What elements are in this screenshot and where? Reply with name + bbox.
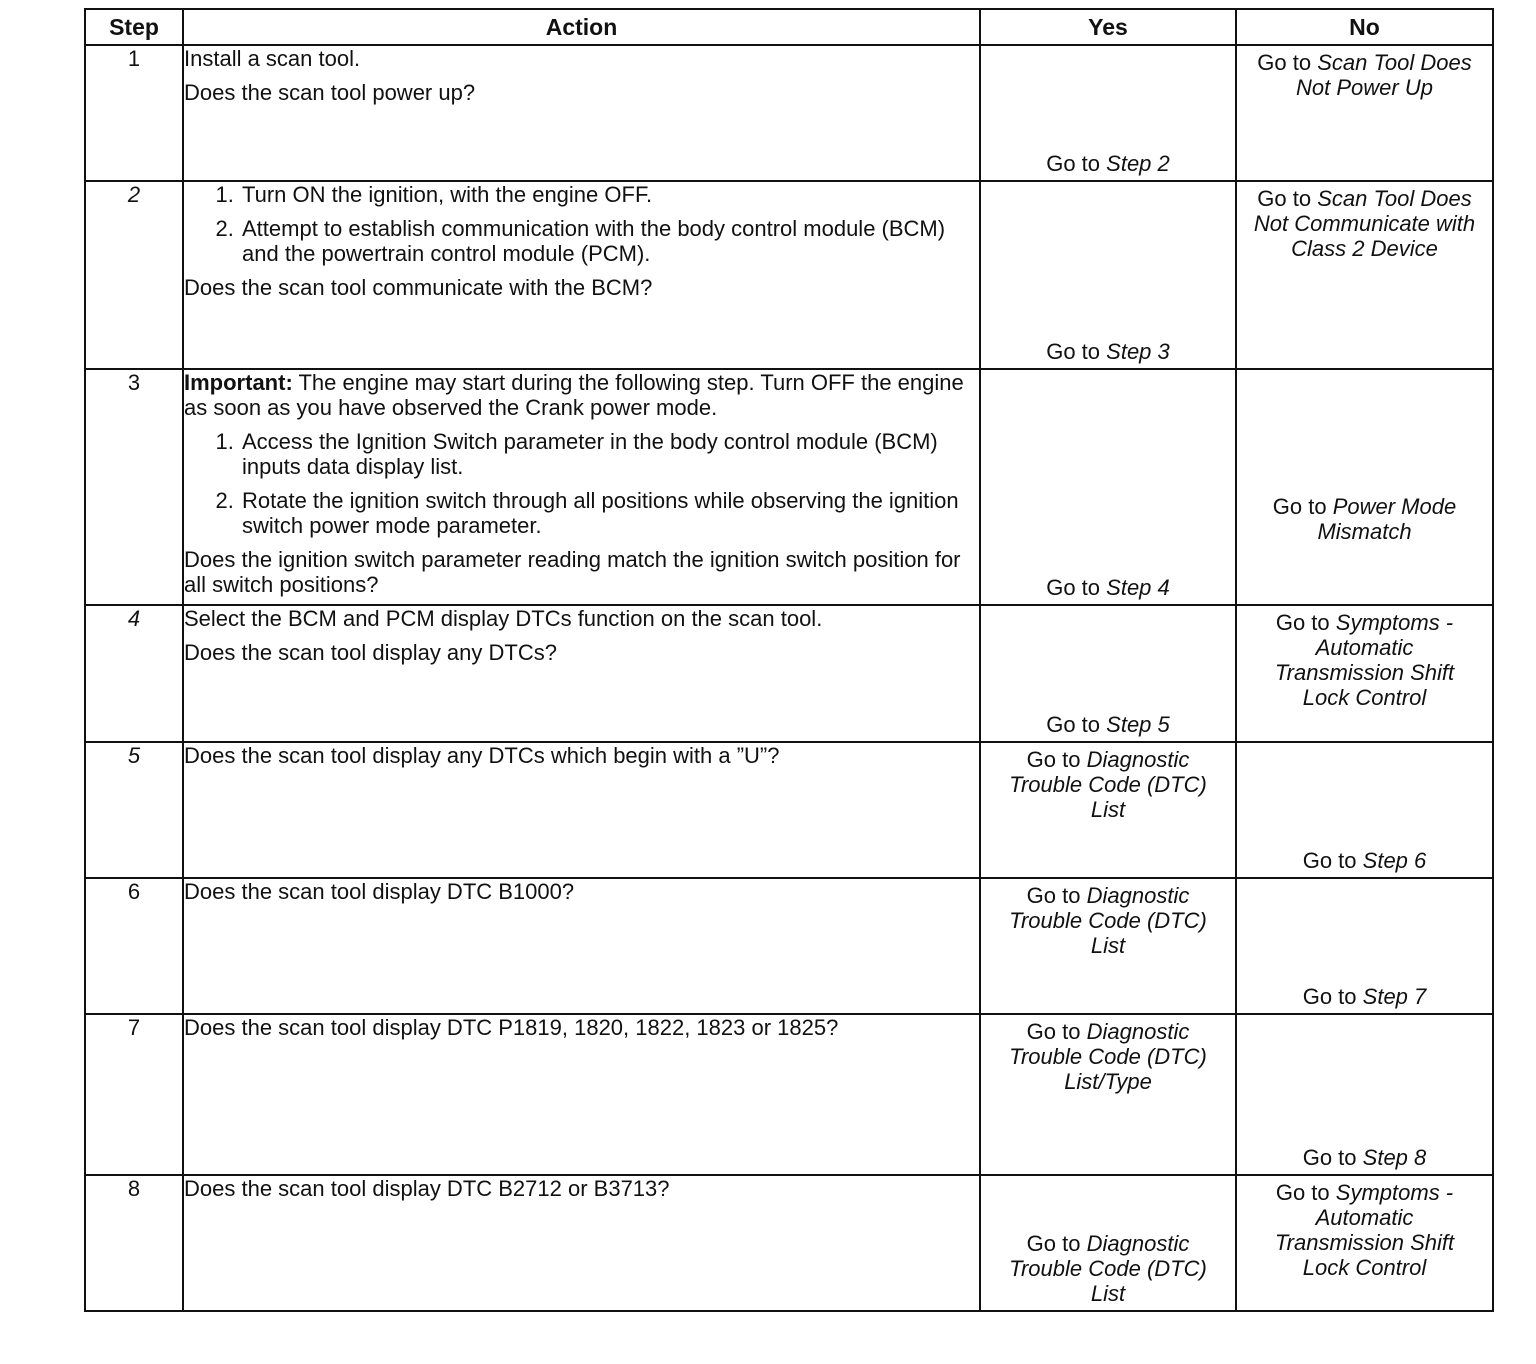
action-cell xyxy=(183,742,980,878)
no-cell xyxy=(1236,742,1493,878)
no-cell xyxy=(1236,369,1493,605)
table-row xyxy=(85,1014,1493,1175)
action-question: Does the scan tool display DTC P1819, 1820, 1822, 1823 or 1825? xyxy=(184,1015,839,1040)
header-no: No xyxy=(1236,9,1493,45)
list-item: 1. Turn ON the ignition, with the engine OFF. xyxy=(240,182,979,207)
step-number: 4 xyxy=(85,605,183,742)
yes-cell xyxy=(980,369,1236,605)
yes-cell xyxy=(980,181,1236,369)
action-cell xyxy=(183,1175,980,1311)
header-yes: Yes xyxy=(980,9,1236,45)
list-item: 1. Access the Ignition Switch parameter in the body control module (BCM) inputs data display list. xyxy=(240,429,979,479)
no-link[interactable]: Go to Symptoms - Automatic Transmission Shift Lock Control xyxy=(1274,1180,1455,1280)
action-text: Install a scan tool. xyxy=(184,46,361,71)
step-number: 2 xyxy=(85,181,183,369)
header-row xyxy=(85,9,1493,45)
yes-cell xyxy=(980,742,1236,878)
step-number: 5 xyxy=(85,742,183,878)
no-cell xyxy=(1236,1175,1493,1311)
important-text: The engine may start during the following step. Turn OFF the engine as soon as you have observed the Crank power mode. xyxy=(184,370,964,420)
action-question: Does the scan tool display any DTCs which begin with a ”U”? xyxy=(184,743,780,768)
list-item: 2. Rotate the ignition switch through all positions while observing the ignition switch power mode parameter. xyxy=(240,488,979,538)
action-question: Does the ignition switch parameter reading match the ignition switch position for all switch positions? xyxy=(184,547,961,597)
yes-cell xyxy=(980,605,1236,742)
step-number: 3 xyxy=(85,369,183,605)
yes-link[interactable]: Go to Diagnostic Trouble Code (DTC) List xyxy=(1009,1231,1207,1306)
table-row xyxy=(85,878,1493,1014)
yes-link[interactable]: Go to Step 3 xyxy=(1046,339,1170,364)
action-question: Does the scan tool display any DTCs? xyxy=(184,640,557,665)
yes-cell xyxy=(980,878,1236,1014)
action-cell xyxy=(183,1014,980,1175)
yes-link[interactable]: Go to Diagnostic Trouble Code (DTC) List/Type xyxy=(1009,1019,1207,1094)
action-cell xyxy=(183,605,980,742)
yes-cell xyxy=(980,1014,1236,1175)
action-question: Does the scan tool display DTC B1000? xyxy=(184,879,575,904)
no-link[interactable]: Go to Step 6 xyxy=(1302,848,1427,873)
yes-cell xyxy=(980,1175,1236,1311)
no-link[interactable]: Go to Power Mode Mismatch xyxy=(1272,494,1457,545)
header-step: Step xyxy=(85,9,183,45)
action-cell xyxy=(183,45,980,181)
table-row xyxy=(85,369,1493,605)
diagnostic-table xyxy=(84,8,1494,1312)
action-question: Does the scan tool communicate with the BCM? xyxy=(184,275,653,300)
yes-link[interactable]: Go to Diagnostic Trouble Code (DTC) List xyxy=(1009,747,1207,822)
table-row xyxy=(85,742,1493,878)
action-question: Does the scan tool display DTC B2712 or B3713? xyxy=(184,1176,670,1201)
no-link[interactable]: Go to Step 8 xyxy=(1302,1145,1427,1170)
yes-link[interactable]: Go to Diagnostic Trouble Code (DTC) List xyxy=(1009,883,1207,958)
list-item: 2. Attempt to establish communication with the body control module (BCM) and the powertrain control module (PCM). xyxy=(240,216,979,266)
step-number: 7 xyxy=(85,1014,183,1175)
yes-cell xyxy=(980,45,1236,181)
header-action: Action xyxy=(183,9,980,45)
no-cell xyxy=(1236,1014,1493,1175)
step-number: 6 xyxy=(85,878,183,1014)
important-note xyxy=(184,370,979,420)
action-question: Does the scan tool power up? xyxy=(184,80,476,105)
no-link[interactable]: Go to Scan Tool Does Not Communicate with Class 2 Device xyxy=(1253,186,1476,261)
no-link[interactable]: Go to Symptoms - Automatic Transmission Shift Lock Control xyxy=(1274,610,1455,710)
table-row xyxy=(85,605,1493,742)
important-label: Important: xyxy=(184,370,293,395)
no-cell xyxy=(1236,45,1493,181)
action-cell xyxy=(183,878,980,1014)
yes-link[interactable]: Go to Step 2 xyxy=(1046,151,1170,176)
step-number: 1 xyxy=(85,45,183,181)
no-cell xyxy=(1236,605,1493,742)
yes-link[interactable]: Go to Step 5 xyxy=(1046,712,1170,737)
action-list xyxy=(184,182,979,266)
no-cell xyxy=(1236,181,1493,369)
action-cell xyxy=(183,369,980,605)
table-row xyxy=(85,45,1493,181)
action-text: Select the BCM and PCM display DTCs function on the scan tool. xyxy=(184,606,823,631)
table-row xyxy=(85,181,1493,369)
no-link[interactable]: Go to Step 7 xyxy=(1302,984,1427,1009)
action-cell xyxy=(183,181,980,369)
no-link[interactable]: Go to Scan Tool Does Not Power Up xyxy=(1257,50,1472,100)
step-number: 8 xyxy=(85,1175,183,1311)
action-list xyxy=(184,429,979,538)
yes-link[interactable]: Go to Step 4 xyxy=(1046,575,1170,600)
no-cell xyxy=(1236,878,1493,1014)
table-row xyxy=(85,1175,1493,1311)
